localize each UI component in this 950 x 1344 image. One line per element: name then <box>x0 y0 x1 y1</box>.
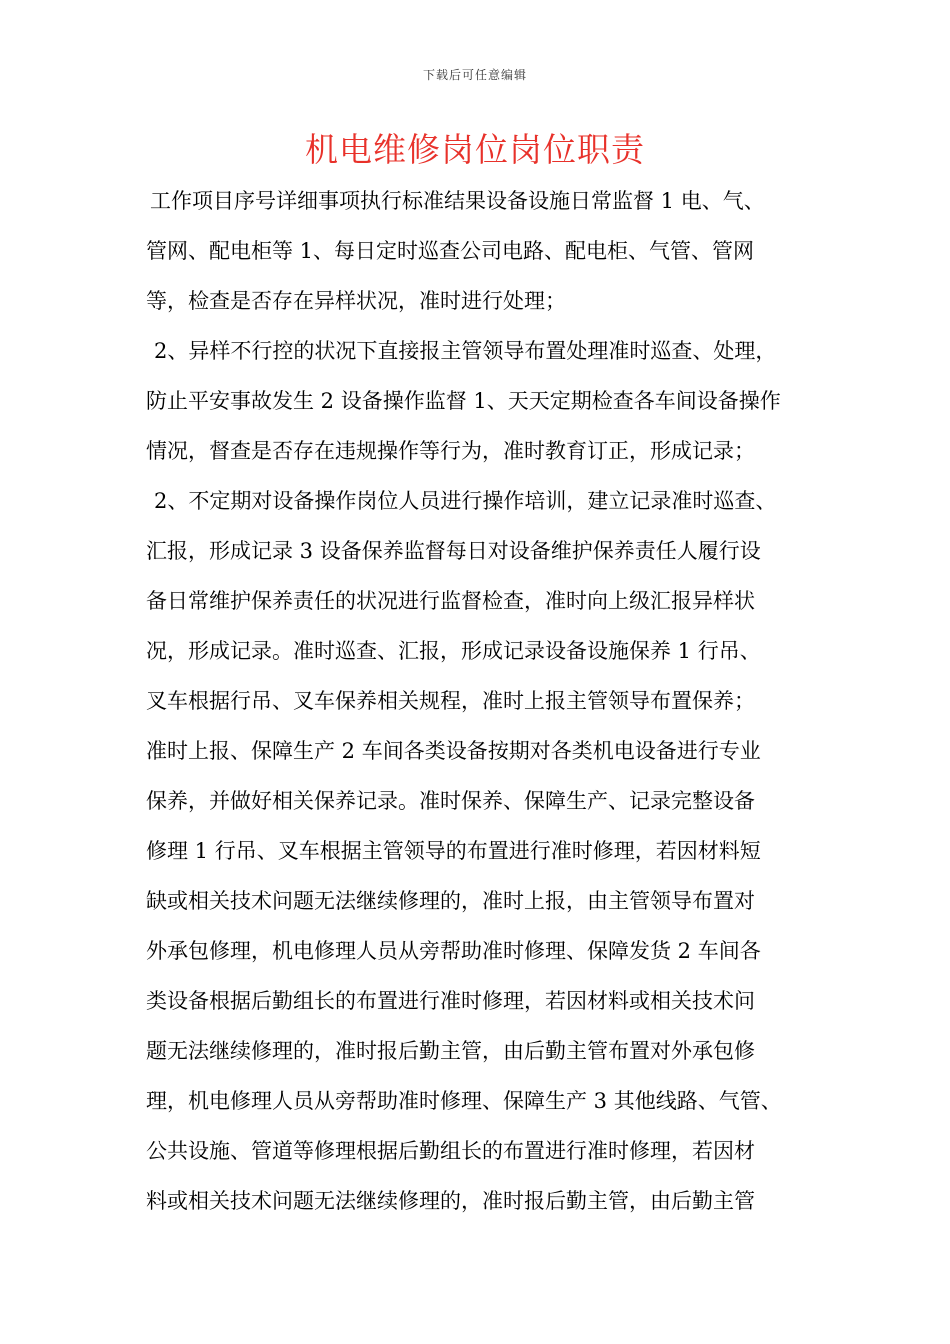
document-title: 机电维修岗位岗位职责 <box>305 130 645 169</box>
body-line: 公共设施、管道等修理根据后勤组长的布置进行准时修理，若因材 <box>146 1139 755 1163</box>
body-line: 保养，并做好相关保养记录。准时保养、保障生产、记录完整设备 <box>146 789 755 813</box>
body-line: 题无法继续修理的，准时报后勤主管，由后勤主管布置对外承包修 <box>146 1039 755 1063</box>
body-line: 准时上报、保障生产 2 车间各类设备按期对各类机电设备进行专业 <box>146 739 761 763</box>
body-line: 缺或相关技术问题无法继续修理的，准时上报，由主管领导布置对 <box>146 889 755 913</box>
body-line: 汇报，形成记录 3 设备保养监督每日对设备维护保养责任人履行设 <box>146 539 761 563</box>
body-line: 管网、配电柜等 1、每日定时巡查公司电路、配电柜、气管、管网 <box>146 239 755 263</box>
body-line: 况，形成记录。准时巡查、汇报，形成记录设备设施保养 1 行吊、 <box>146 639 761 663</box>
body-line: 修理 1 行吊、叉车根据主管领导的布置进行准时修理，若因材料短 <box>146 839 761 863</box>
document-body <box>146 176 826 1226</box>
body-line: 等，检查是否存在异样状况，准时进行处理； <box>146 289 566 313</box>
body-line: 备日常维护保养责任的状况进行监督检查，准时向上级汇报异样状 <box>146 589 755 613</box>
body-line: 叉车根据行吊、叉车保养相关规程，准时上报主管领导布置保养； <box>146 689 755 713</box>
header-note: 下载后可任意编辑 <box>422 68 527 82</box>
body-line: 料或相关技术问题无法继续修理的，准时报后勤主管，由后勤主管 <box>146 1189 755 1213</box>
body-line: 2、不定期对设备操作岗位人员进行操作培训，建立记录准时巡查、 <box>154 489 777 513</box>
body-line: 理，机电修理人员从旁帮助准时修理、保障生产 3 其他线路、气管、 <box>146 1089 782 1113</box>
body-line: 情况，督查是否存在违规操作等行为，准时教育订正，形成记录； <box>146 439 755 463</box>
body-line: 防止平安事故发生 2 设备操作监督 1、天天定期检查各车间设备操作 <box>146 389 781 413</box>
body-line: 2、异样不行控的状况下直接报主管领导布置处理准时巡查、处理， <box>154 339 777 363</box>
body-line: 外承包修理，机电修理人员从旁帮助准时修理、保障发货 2 车间各 <box>146 939 761 963</box>
body-line: 工作项目序号详细事项执行标准结果设备设施日常监督 1 电、气、 <box>150 189 765 213</box>
body-line: 类设备根据后勤组长的布置进行准时修理，若因材料或相关技术问 <box>146 989 755 1013</box>
